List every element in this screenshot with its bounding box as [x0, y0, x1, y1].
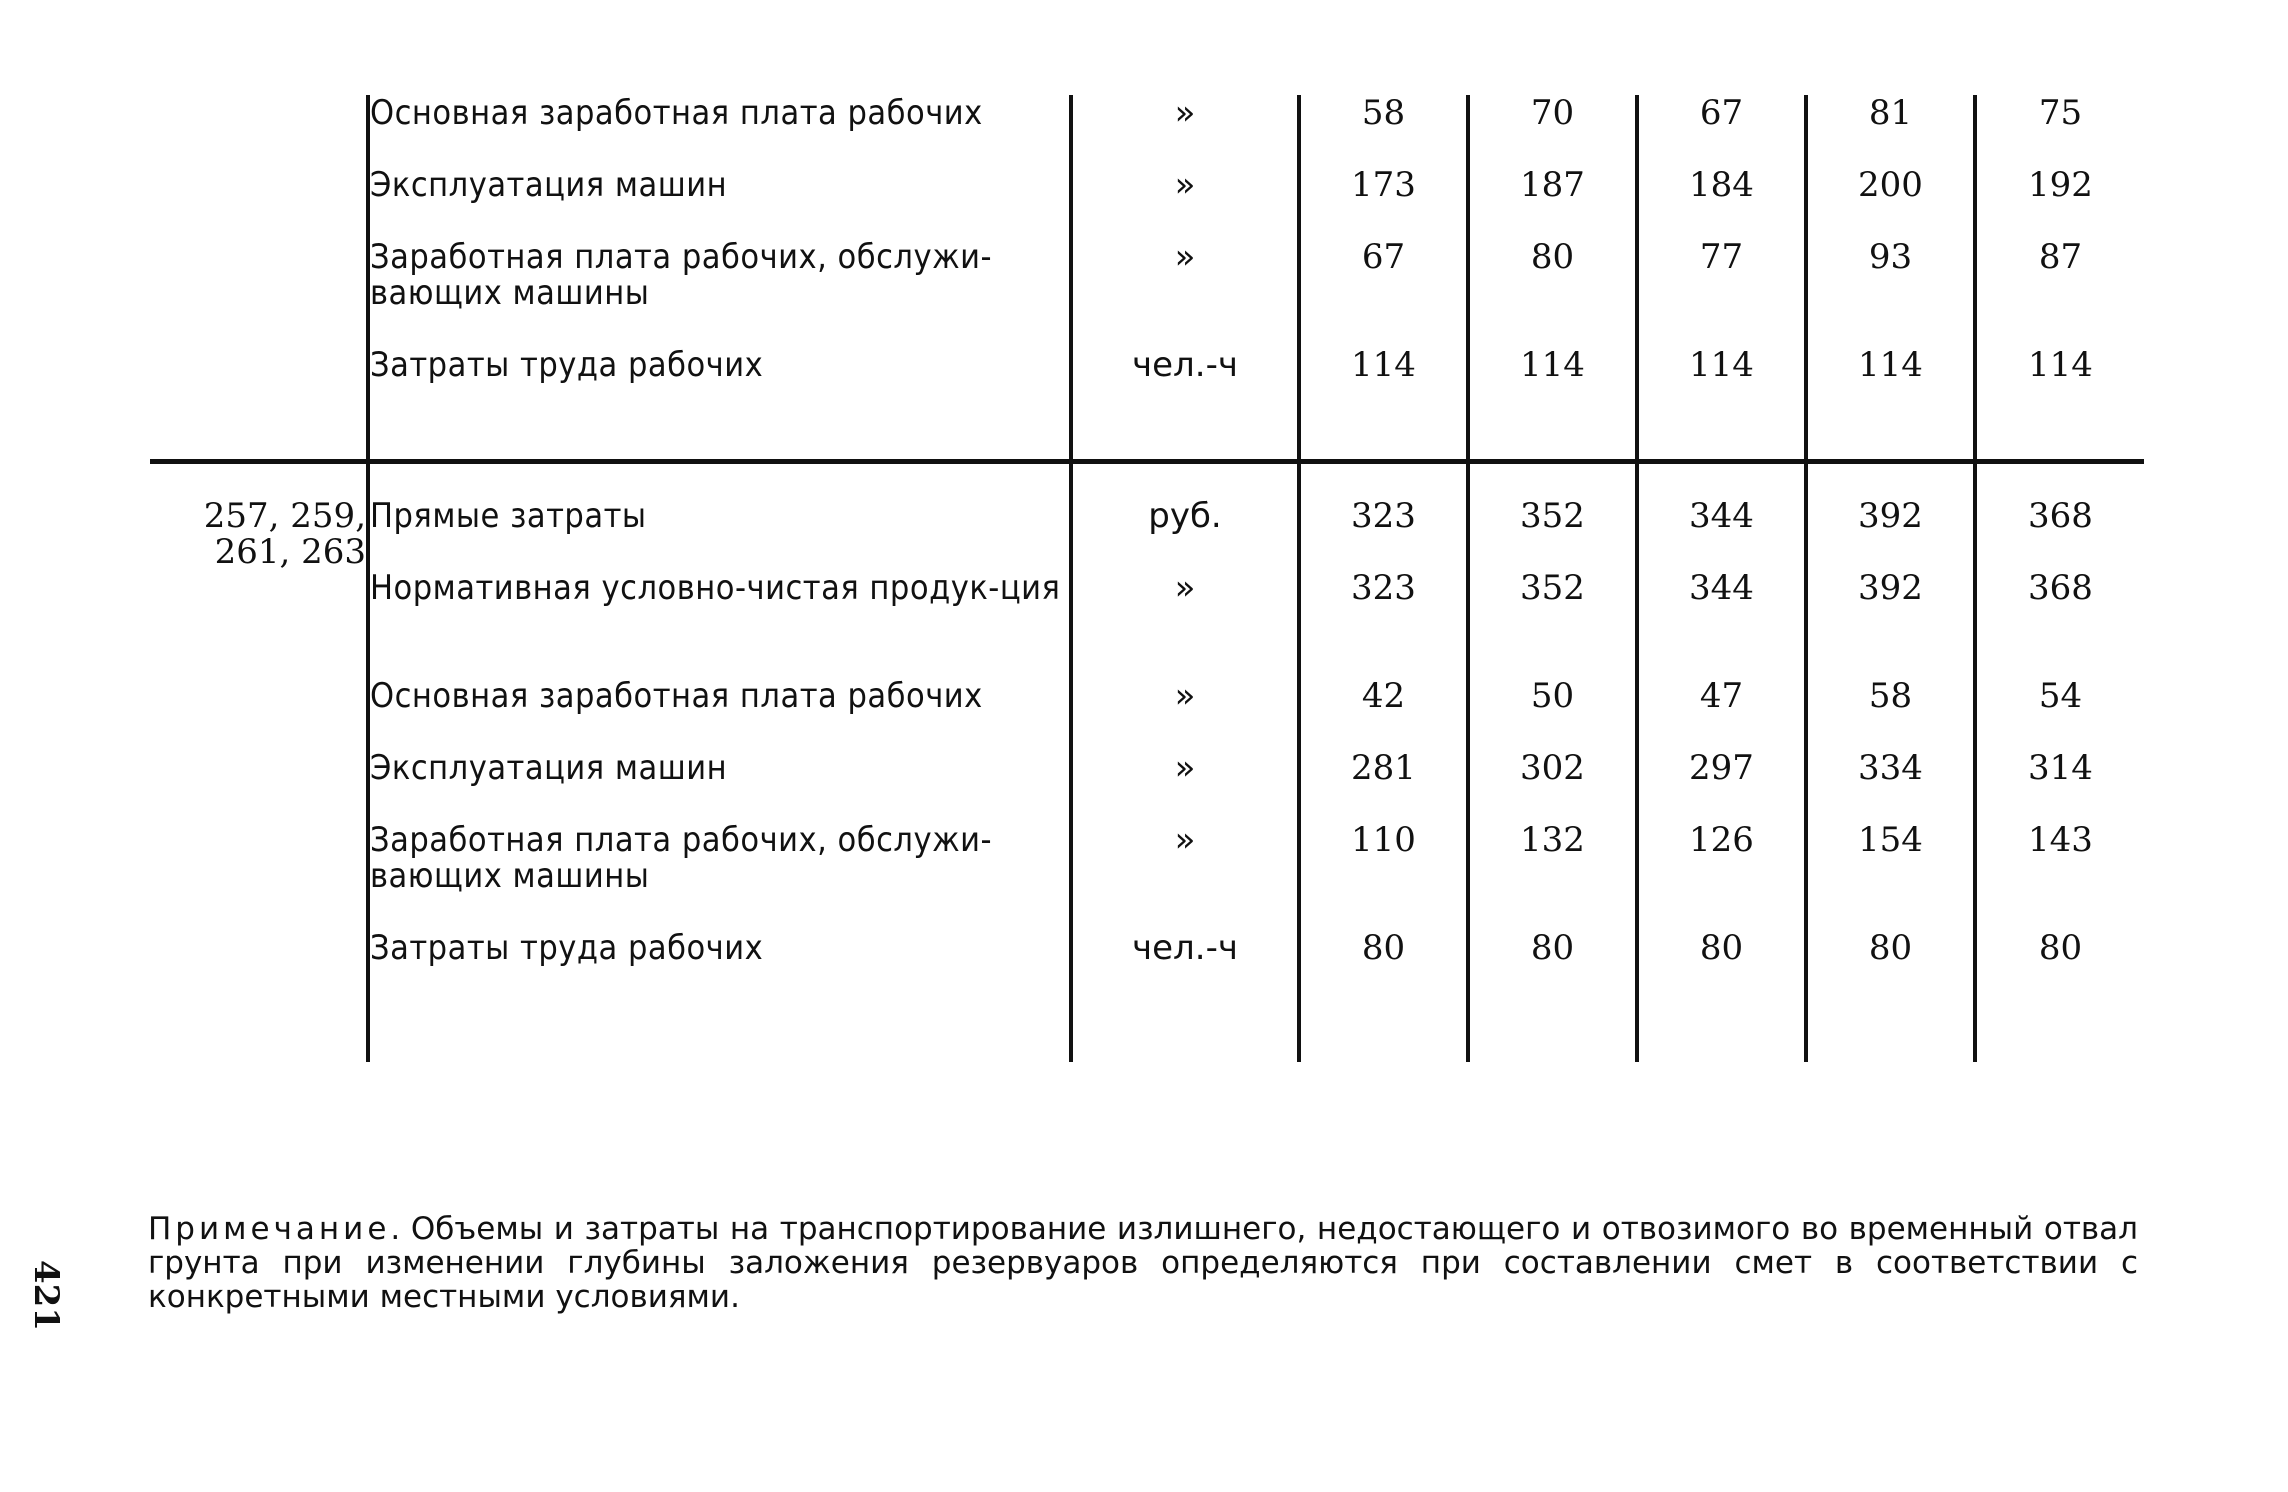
row-name-cell — [368, 570, 1071, 678]
code-cell — [150, 570, 368, 678]
row-unit: » — [1071, 239, 1299, 347]
row-unit: » — [1071, 750, 1299, 822]
table-row — [150, 167, 2144, 239]
row-name-cell — [368, 167, 1071, 239]
value-cell: 80 — [1468, 930, 1637, 1002]
value-cell: 154 — [1806, 822, 1975, 930]
row-name-cell — [368, 239, 1071, 347]
spacer-cell — [1299, 1002, 1468, 1062]
value-cell: 368 — [1975, 462, 2144, 571]
spacer-cell — [368, 1002, 1071, 1062]
value-cell: 352 — [1468, 462, 1637, 571]
value-cell: 70 — [1468, 95, 1637, 167]
row-name: Заработная плата рабочих, обслужи-вающих машины — [370, 237, 993, 313]
row-name: Основная заработная плата рабочих — [370, 93, 983, 133]
row-unit: » — [1071, 822, 1299, 930]
code-cell — [150, 95, 368, 167]
table-row — [150, 750, 2144, 822]
row-unit: » — [1071, 570, 1299, 678]
value-cell: 392 — [1806, 462, 1975, 571]
row-name-cell — [368, 462, 1071, 571]
value-cell: 80 — [1806, 930, 1975, 1002]
value-cell: 81 — [1806, 95, 1975, 167]
value-cell: 200 — [1806, 167, 1975, 239]
row-name-cell — [368, 347, 1071, 419]
cost-table — [150, 95, 2144, 1062]
row-unit: » — [1071, 95, 1299, 167]
code-cell — [150, 347, 368, 419]
value-cell: 344 — [1637, 570, 1806, 678]
value-cell: 42 — [1299, 678, 1468, 750]
value-cell: 80 — [1299, 930, 1468, 1002]
top-section — [150, 95, 2144, 462]
value-cell: 93 — [1806, 239, 1975, 347]
spacer-cell — [1468, 1002, 1637, 1062]
value-cell: 75 — [1975, 95, 2144, 167]
value-cell: 114 — [1299, 347, 1468, 419]
value-cell: 187 — [1468, 167, 1637, 239]
value-cell: 352 — [1468, 570, 1637, 678]
row-name: Затраты труда рабочих — [370, 345, 764, 385]
table-row — [150, 347, 2144, 419]
value-cell: 67 — [1299, 239, 1468, 347]
row-unit: » — [1071, 678, 1299, 750]
row-name: Заработная плата рабочих, обслужи-вающих машины — [370, 820, 993, 896]
footnote — [148, 1212, 2138, 1314]
code-cell — [150, 822, 368, 930]
spacer-cell — [1975, 419, 2144, 462]
value-cell: 54 — [1975, 678, 2144, 750]
code-cell — [150, 750, 368, 822]
table-row — [150, 822, 2144, 930]
value-cell: 192 — [1975, 167, 2144, 239]
value-cell: 126 — [1637, 822, 1806, 930]
value-cell: 143 — [1975, 822, 2144, 930]
row-name: Прямые затраты — [370, 496, 647, 536]
value-cell: 368 — [1975, 570, 2144, 678]
value-cell: 110 — [1299, 822, 1468, 930]
value-cell: 323 — [1299, 462, 1468, 571]
row-name-cell — [368, 678, 1071, 750]
row-name-cell — [368, 822, 1071, 930]
row-unit: чел.-ч — [1071, 347, 1299, 419]
spacer-row — [150, 419, 2144, 462]
value-cell: 314 — [1975, 750, 2144, 822]
spacer-cell — [150, 419, 368, 462]
value-cell: 58 — [1299, 95, 1468, 167]
value-cell: 58 — [1806, 678, 1975, 750]
spacer-cell — [1637, 1002, 1806, 1062]
table-row — [150, 678, 2144, 750]
value-cell: 323 — [1299, 570, 1468, 678]
row-unit: » — [1071, 167, 1299, 239]
value-cell: 344 — [1637, 462, 1806, 571]
spacer-cell — [368, 419, 1071, 462]
spacer-row — [150, 1002, 2144, 1062]
value-cell: 114 — [1468, 347, 1637, 419]
value-cell: 67 — [1637, 95, 1806, 167]
value-cell: 173 — [1299, 167, 1468, 239]
row-unit: руб. — [1071, 462, 1299, 571]
table-row — [150, 462, 2144, 571]
table-row — [150, 95, 2144, 167]
table-row — [150, 570, 2144, 678]
value-cell: 114 — [1637, 347, 1806, 419]
row-name: Основная заработная плата рабочих — [370, 676, 983, 716]
row-name-cell — [368, 95, 1071, 167]
value-cell: 114 — [1975, 347, 2144, 419]
value-cell: 114 — [1806, 347, 1975, 419]
row-name-cell — [368, 930, 1071, 1002]
spacer-cell — [1071, 419, 1299, 462]
value-cell: 184 — [1637, 167, 1806, 239]
value-cell: 80 — [1975, 930, 2144, 1002]
value-cell: 77 — [1637, 239, 1806, 347]
code-cell — [150, 678, 368, 750]
table-row — [150, 930, 2144, 1002]
value-cell: 47 — [1637, 678, 1806, 750]
value-cell: 302 — [1468, 750, 1637, 822]
footnote-text: . Объемы и затраты на транспортирование излишнего, недостающего и отвозимого во временный отвал грунта при изменении глубины заложения резервуаров определяются при составлении смет в соответствии с конкретными местными условиями. — [148, 1211, 2138, 1315]
page-number: 421 — [26, 1260, 66, 1331]
row-name: Затраты труда рабочих — [370, 928, 764, 968]
row-unit: чел.-ч — [1071, 930, 1299, 1002]
code-cell — [150, 930, 368, 1002]
table-row — [150, 239, 2144, 347]
value-cell: 297 — [1637, 750, 1806, 822]
value-cell: 87 — [1975, 239, 2144, 347]
value-cell: 80 — [1468, 239, 1637, 347]
value-cell: 392 — [1806, 570, 1975, 678]
value-cell: 132 — [1468, 822, 1637, 930]
value-cell: 334 — [1806, 750, 1975, 822]
spacer-cell — [1806, 1002, 1975, 1062]
row-name-cell — [368, 750, 1071, 822]
value-cell: 80 — [1637, 930, 1806, 1002]
row-name: Эксплуатация машин — [370, 165, 728, 205]
code-cell — [150, 239, 368, 347]
footnote-label: Примечание — [148, 1211, 391, 1247]
spacer-cell — [1071, 1002, 1299, 1062]
bottom-section — [150, 462, 2144, 1063]
row-name: Нормативная условно-чистая продук-ция — [370, 568, 1061, 608]
row-codes: 257, 259, 261, 263 — [150, 462, 368, 571]
row-name: Эксплуатация машин — [370, 748, 728, 788]
spacer-cell — [150, 1002, 368, 1062]
value-cell: 281 — [1299, 750, 1468, 822]
spacer-cell — [1975, 1002, 2144, 1062]
spacer-cell — [1806, 419, 1975, 462]
spacer-cell — [1637, 419, 1806, 462]
code-cell — [150, 167, 368, 239]
spacer-cell — [1468, 419, 1637, 462]
value-cell: 50 — [1468, 678, 1637, 750]
spacer-cell — [1299, 419, 1468, 462]
